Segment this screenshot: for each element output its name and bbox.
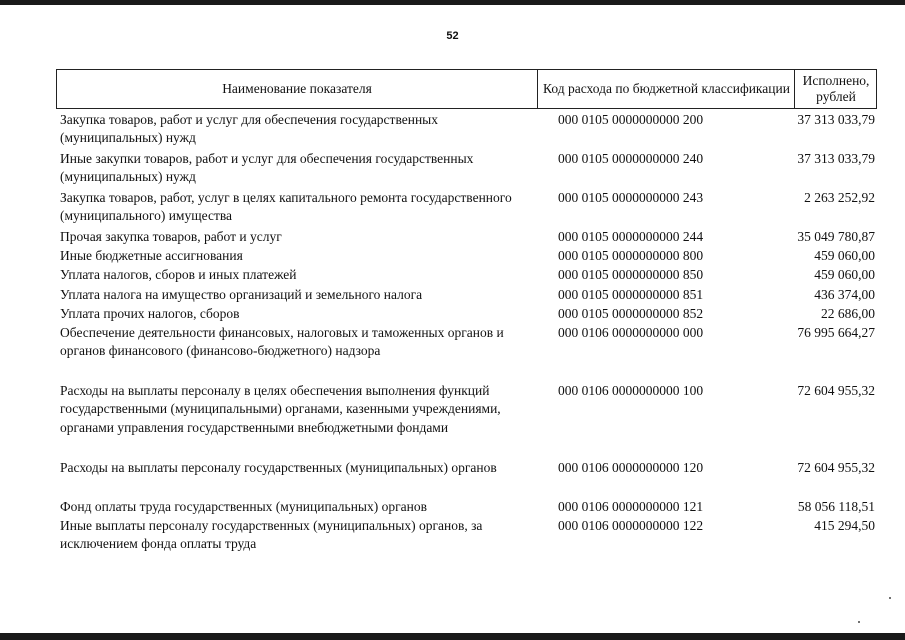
row-amount: 436 374,00 bbox=[814, 287, 875, 302]
row-amount: 72 604 955,32 bbox=[797, 383, 875, 398]
row-amount: 2 263 252,92 bbox=[804, 190, 875, 205]
row-code: 000 0105 0000000000 244 bbox=[558, 229, 704, 244]
table-header bbox=[56, 69, 877, 109]
row-code: 000 0105 0000000000 800 bbox=[558, 248, 704, 263]
row-code: 000 0105 0000000000 240 bbox=[558, 151, 704, 166]
row-name: Закупка товаров, работ, услуг в целях капитального ремонта государственного (муниципального) имущества bbox=[60, 190, 512, 224]
row-name: Фонд оплаты труда государственных (муниципальных) органов bbox=[60, 499, 427, 514]
row-name: Иные бюджетные ассигнования bbox=[60, 248, 243, 263]
row-name: Уплата налогов, сборов и иных платежей bbox=[60, 267, 297, 282]
row-code: 000 0105 0000000000 850 bbox=[558, 267, 704, 282]
row-amount: 72 604 955,32 bbox=[797, 460, 875, 475]
page-number: 52 bbox=[446, 30, 459, 42]
row-code: 000 0105 0000000000 852 bbox=[558, 306, 704, 321]
row-name: Расходы на выплаты персоналу в целях обеспечения выполнения функций государственными (муниципальными) органами, казенными учреждениями, органами управления государственными внебюджетными фондами bbox=[60, 383, 501, 435]
header-name: Наименование показателя bbox=[222, 81, 372, 96]
row-amount: 58 056 118,51 bbox=[797, 499, 875, 514]
row-code: 000 0105 0000000000 851 bbox=[558, 287, 704, 302]
row-amount: 459 060,00 bbox=[814, 267, 875, 282]
header-code: Код расхода по бюджетной классификации bbox=[537, 70, 795, 108]
row-amount: 459 060,00 bbox=[814, 248, 875, 263]
row-amount: 76 995 664,27 bbox=[797, 325, 875, 340]
row-name: Обеспечение деятельности финансовых, налоговых и таможенных органов и органов финансового (финансово-бюджетного) надзора bbox=[60, 325, 504, 359]
top-border-rule bbox=[0, 0, 905, 5]
row-code: 000 0106 0000000000 122 bbox=[558, 518, 704, 533]
row-amount: 37 313 033,79 bbox=[797, 151, 875, 166]
row-name: Иные закупки товаров, работ и услуг для обеспечения государственных (муниципальных) нужд bbox=[60, 151, 474, 185]
row-amount: 415 294,50 bbox=[814, 518, 875, 533]
row-code: 000 0106 0000000000 100 bbox=[558, 383, 704, 398]
row-amount: 22 686,00 bbox=[821, 306, 875, 321]
row-name: Уплата прочих налогов, сборов bbox=[60, 306, 240, 321]
scan-speck bbox=[889, 597, 891, 599]
header-amount: Исполнено, рублей bbox=[794, 70, 877, 108]
bottom-border-rule bbox=[0, 633, 905, 640]
row-code: 000 0106 0000000000 120 bbox=[558, 460, 704, 475]
row-amount: 37 313 033,79 bbox=[797, 112, 875, 127]
row-code: 000 0105 0000000000 200 bbox=[558, 112, 704, 127]
row-name: Закупка товаров, работ и услуг для обеспечения государственных (муниципальных) нужд bbox=[60, 112, 439, 146]
row-code: 000 0106 0000000000 000 bbox=[558, 325, 704, 340]
scan-speck bbox=[858, 621, 860, 623]
row-code: 000 0105 0000000000 243 bbox=[558, 190, 704, 205]
row-code: 000 0106 0000000000 121 bbox=[558, 499, 704, 514]
row-name: Прочая закупка товаров, работ и услуг bbox=[60, 229, 282, 244]
row-name: Иные выплаты персоналу государственных (муниципальных) органов, за исключением фонда оплаты труда bbox=[60, 518, 483, 552]
row-amount: 35 049 780,87 bbox=[797, 229, 875, 244]
row-name: Расходы на выплаты персоналу государственных (муниципальных) органов bbox=[60, 460, 497, 475]
row-name: Уплата налога на имущество организаций и земельного налога bbox=[60, 287, 423, 302]
